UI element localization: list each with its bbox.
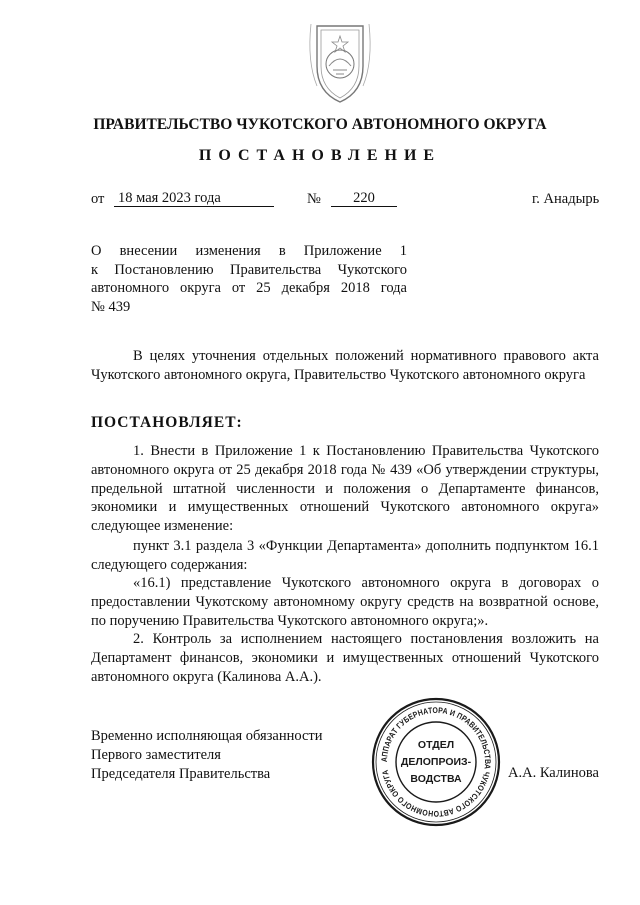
number-label: №	[307, 191, 321, 207]
stamp-ring-text: АППАРАТ ГУБЕРНАТОРА И ПРАВИТЕЛЬСТВА ЧУКОТСКОГО АВТОНОМНОГО ОКРУГА	[379, 705, 493, 819]
stamp-center-line: ОТДЕЛ	[417, 739, 455, 751]
coat-of-arms-icon	[303, 22, 377, 106]
stamp-center-line: ВОДСТВА	[410, 773, 462, 785]
signatory-line: Первого заместителя	[91, 746, 221, 763]
body-paragraph-1: 1. Внести в Приложение 1 к Постановлению Правительства Чукотского автономного округа от 25 декабря 2018 года № 439 «Об утверждении структуры, предельной штатной численности и положения о Департаменте финансов, экономики и имущественных отношений Чукотского автономного округа» следующее изменение:	[91, 443, 599, 535]
signatory-line: Председателя Правительства	[91, 765, 271, 782]
signatory-line: Временно исполняющая обязанности	[91, 728, 323, 744]
document-city: г. Анадырь	[532, 191, 600, 207]
document-type: ПОСТАНОВЛЕНИЕ	[198, 147, 442, 164]
body-paragraph-4: 2. Контроль за исполнением настоящего постановления возложить на Департамент финансов, экономики и имущественных отношений Чукотского автономного округа (Калинова А.А.).	[91, 631, 599, 685]
signatory-name: А.А. Калинова	[508, 765, 599, 781]
subject-line: № 439	[91, 298, 131, 315]
org-title: ПРАВИТЕЛЬСТВО ЧУКОТСКОГО АВТОНОМНОГО ОКРУГА	[93, 116, 547, 133]
preamble-paragraph: В целях уточнения отдельных положений нормативного правового акта Чукотского автономного округа, Правительство Чукотского автономного округа	[91, 348, 599, 383]
signatory-position	[91, 727, 323, 783]
stamp-center-line: ДЕЛОПРОИЗ-	[400, 756, 472, 768]
date-from-label: от	[91, 191, 105, 207]
body-paragraph-2: пункт 3.1 раздела 3 «Функции Департамента» дополнить подпунктом 16.1 следующего содержания:	[91, 538, 599, 573]
office-stamp	[370, 696, 502, 828]
subject-line: О внесении изменения в Приложение 1	[91, 243, 407, 259]
document-subject	[91, 242, 407, 316]
decree-heading: ПОСТАНОВЛЯЕТ:	[91, 414, 243, 431]
document-date: 18 мая 2023 года	[114, 191, 274, 207]
document-number: 220	[331, 191, 397, 207]
body-paragraph-3: «16.1) представление Чукотского автономного округа в договорах о предоставлении Чукотскому автономному округу средств на возвратной основе, по поручению Правительства Чукотского автономного округа;».	[91, 575, 599, 629]
subject-line: к Постановлению Правительства Чукотского	[91, 261, 407, 278]
subject-line: автономного округа от 25 декабря 2018 года	[91, 280, 407, 296]
